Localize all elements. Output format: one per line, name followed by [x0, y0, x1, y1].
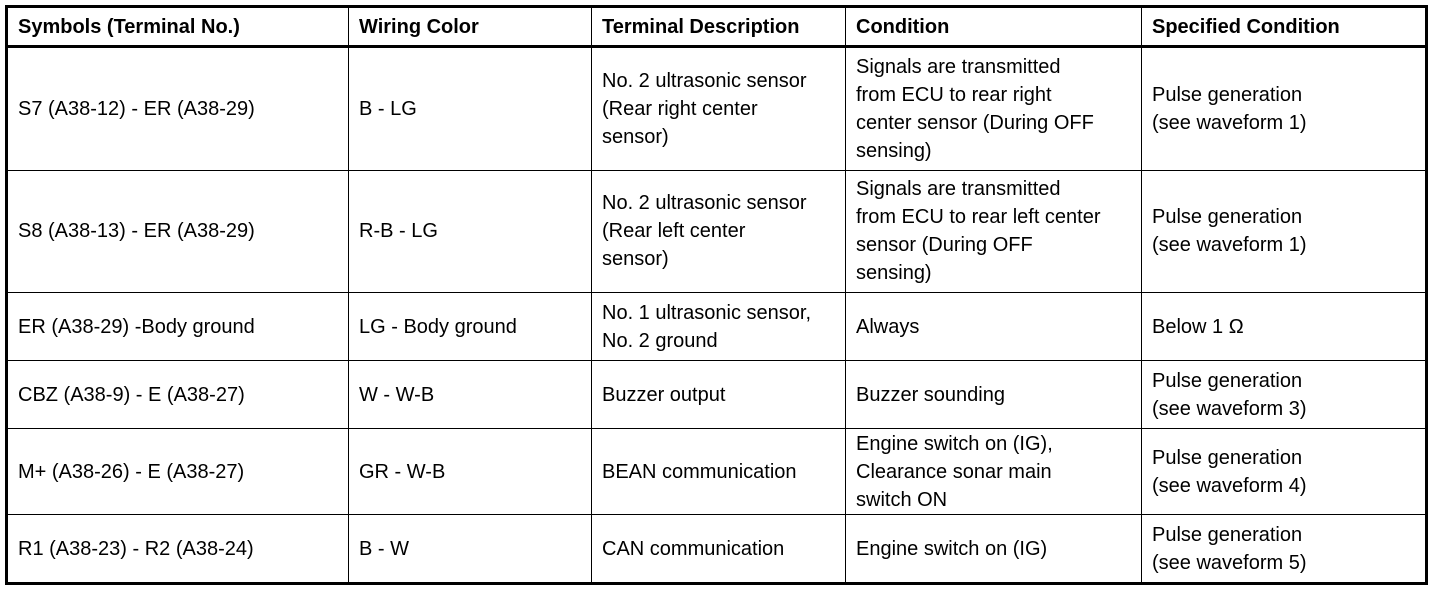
cell-symbols: ER (A38-29) -Body ground — [7, 293, 349, 361]
cell-condition: Signals are transmitted from ECU to rear left center sensor (During OFF sensing) — [846, 170, 1142, 293]
cell-condition: Buzzer sounding — [846, 361, 1142, 429]
header-row — [7, 7, 1427, 47]
cell-terminal-description: No. 1 ultrasonic sensor, No. 2 ground — [592, 293, 846, 361]
cell-symbols: M+ (A38-26) - E (A38-27) — [7, 428, 349, 514]
cell-symbols: S7 (A38-12) - ER (A38-29) — [7, 47, 349, 171]
header-specified-condition: Specified Condition — [1142, 7, 1427, 47]
table-row — [7, 428, 1427, 514]
cell-condition: Always — [846, 293, 1142, 361]
cell-terminal-description: Buzzer output — [592, 361, 846, 429]
header-symbols: Symbols (Terminal No.) — [7, 7, 349, 47]
cell-wiring-color: B - W — [349, 515, 592, 584]
cell-terminal-description: No. 2 ultrasonic sensor (Rear right center sensor) — [592, 47, 846, 171]
cell-specified-condition: Pulse generation (see waveform 1) — [1142, 47, 1427, 171]
table-row — [7, 515, 1427, 584]
cell-terminal-description: CAN communication — [592, 515, 846, 584]
cell-specified-condition: Pulse generation (see waveform 4) — [1142, 428, 1427, 514]
cell-condition: Engine switch on (IG) — [846, 515, 1142, 584]
cell-symbols: R1 (A38-23) - R2 (A38-24) — [7, 515, 349, 584]
cell-specified-condition: Below 1 Ω — [1142, 293, 1427, 361]
terminal-table-container — [5, 5, 1425, 585]
table-row — [7, 170, 1427, 293]
header-terminal-description: Terminal Description — [592, 7, 846, 47]
cell-condition: Signals are transmitted from ECU to rear right center sensor (During OFF sensing) — [846, 47, 1142, 171]
cell-symbols: CBZ (A38-9) - E (A38-27) — [7, 361, 349, 429]
cell-terminal-description: BEAN communication — [592, 428, 846, 514]
cell-specified-condition: Pulse generation (see waveform 1) — [1142, 170, 1427, 293]
header-wiring-color: Wiring Color — [349, 7, 592, 47]
cell-terminal-description: No. 2 ultrasonic sensor (Rear left center sensor) — [592, 170, 846, 293]
cell-wiring-color: W - W-B — [349, 361, 592, 429]
cell-condition: Engine switch on (IG), Clearance sonar main switch ON — [846, 428, 1142, 514]
cell-wiring-color: B - LG — [349, 47, 592, 171]
cell-wiring-color: LG - Body ground — [349, 293, 592, 361]
cell-specified-condition: Pulse generation (see waveform 5) — [1142, 515, 1427, 584]
table-row — [7, 361, 1427, 429]
table-row — [7, 47, 1427, 171]
cell-wiring-color: GR - W-B — [349, 428, 592, 514]
cell-symbols: S8 (A38-13) - ER (A38-29) — [7, 170, 349, 293]
cell-specified-condition: Pulse generation (see waveform 3) — [1142, 361, 1427, 429]
terminal-table — [5, 5, 1428, 585]
cell-wiring-color: R-B - LG — [349, 170, 592, 293]
table-row — [7, 293, 1427, 361]
header-condition: Condition — [846, 7, 1142, 47]
